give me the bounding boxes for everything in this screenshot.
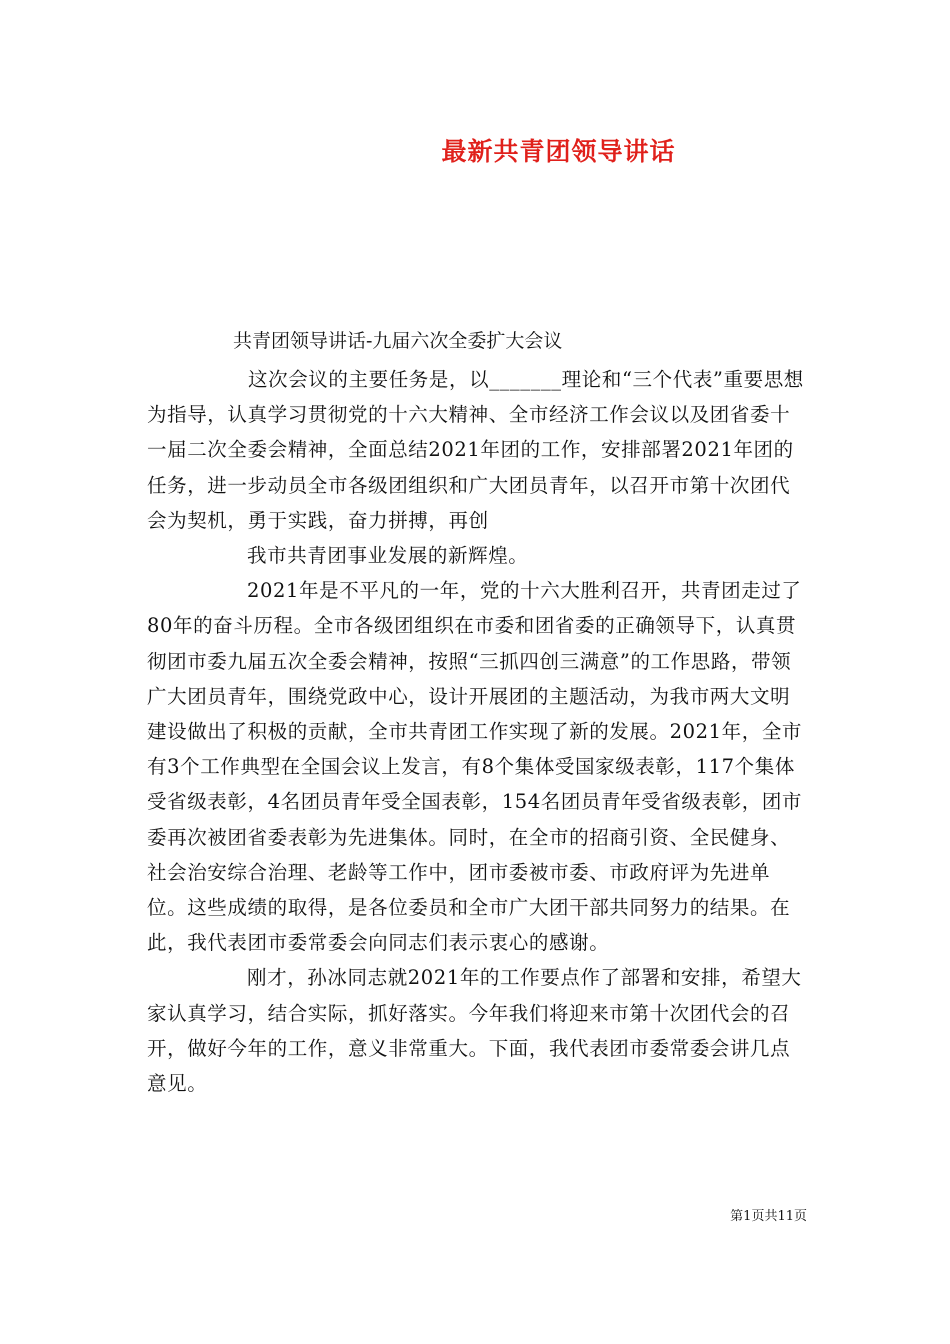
paragraph-meeting-tasks: 这次会议的主要任务是，以_______理论和“三个代表”重要思想为指导，认真学习贯彻党的十六大精神、全市经济工作会议以及团省委十一届二次全委会精神，全面总结2021年团的工作，安排部署2021年团的任务，进一步动员全市各级团组织和广大团员青年，以召开市第十次团代会为契机，勇于实践，奋力拼搏，再创 <box>147 368 804 532</box>
document-title: 最新共青团领导讲话 <box>441 137 676 166</box>
document-body <box>147 362 807 1101</box>
paragraph-work-plan: 刚才，孙冰同志就2021年的工作要点作了部署和安排，希望大家认真学习，结合实际，抓好落实。今年我们将迎来市第十次团代会的召开，做好今年的工作，意义非常重大。下面，我代表团市委常委会讲几点意见。 <box>147 966 802 1096</box>
document-subtitle: 共青团领导讲话-九届六次全委扩大会议 <box>233 330 563 352</box>
paragraph-annual-review: 2021年是不平凡的一年，党的十六大胜利召开，共青团走过了80年的奋斗历程。全市各级团组织在市委和团省委的正确领导下，认真贯彻团市委九届五次全委会精神，按照“三抓四创三满意”的工作思路，带领广大团员青年，围绕党政中心，设计开展团的主题活动，为我市两大文明建设做出了积极的贡献，全市共青团工作实现了新的发展。2021年，全市有3个工作典型在全国会议上发言，有8个集体受国家级表彰，117个集体受省级表彰，4名团员青年受全国表彰，154名团员青年受省级表彰，团市委再次被团省委表彰为先进集体。同时，在全市的招商引资、全民健身、社会治安综合治理、老龄等工作中，团市委被市委、市政府评为先进单位。这些成绩的取得，是各位委员和全市广大团干部共同努力的结果。在此，我代表团市委常委会向同志们表示衷心的感谢。 <box>147 579 803 955</box>
paragraph-continuation: 我市共青团事业发展的新辉煌。 <box>247 544 529 568</box>
page-number: 第1页共11页 <box>730 1209 807 1224</box>
